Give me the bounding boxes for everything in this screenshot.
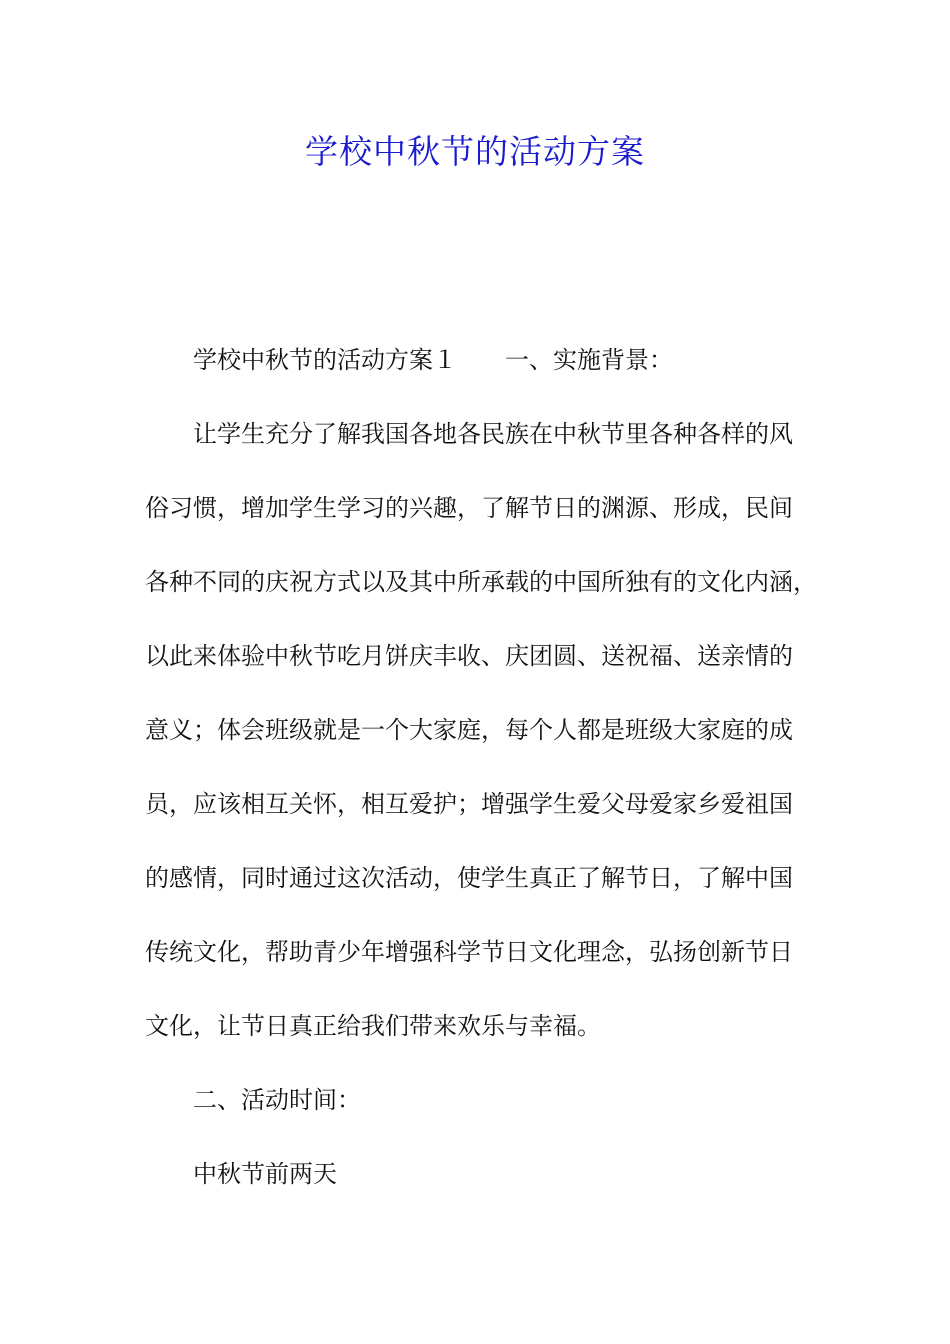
paragraph-line: 各种不同的庆祝方式以及其中所承载的中国所独有的文化内涵， [145,568,817,596]
paragraph-line: 中秋节前两天 [193,1160,337,1188]
section-heading-background: 一、实施背景： [505,346,673,374]
paragraph-line: 让学生充分了解我国各地各民族在中秋节里各种各样的风 [193,420,793,448]
paragraph-line: 传统文化，帮助青少年增强科学节日文化理念，弘扬创新节日 [145,938,793,966]
paragraph-line: 的感情，同时通过这次活动，使学生真正了解节日，了解中国 [145,864,793,892]
paragraph-line: 员，应该相互关怀，相互爱护；增强学生爱父母爱家乡爱祖国 [145,790,793,818]
paragraph-line: 以此来体验中秋节吃月饼庆丰收、庆团圆、送祝福、送亲情的 [145,642,793,670]
paragraph-line-plan-heading [145,340,815,414]
paragraph-line: 文化，让节日真正给我们带来欢乐与幸福。 [145,1012,601,1040]
paragraph-line: 意义；体会班级就是一个大家庭，每个人都是班级大家庭的成 [145,716,793,744]
section-heading-time: 二、活动时间： [193,1086,361,1114]
plan-subtitle: 学校中秋节的活动方案１ [193,346,457,374]
paragraph-line: 俗习惯，增加学生学习的兴趣，了解节日的渊源、形成，民间 [145,494,793,522]
document-title: 学校中秋节的活动方案 [305,132,645,171]
document-body [145,340,815,1228]
